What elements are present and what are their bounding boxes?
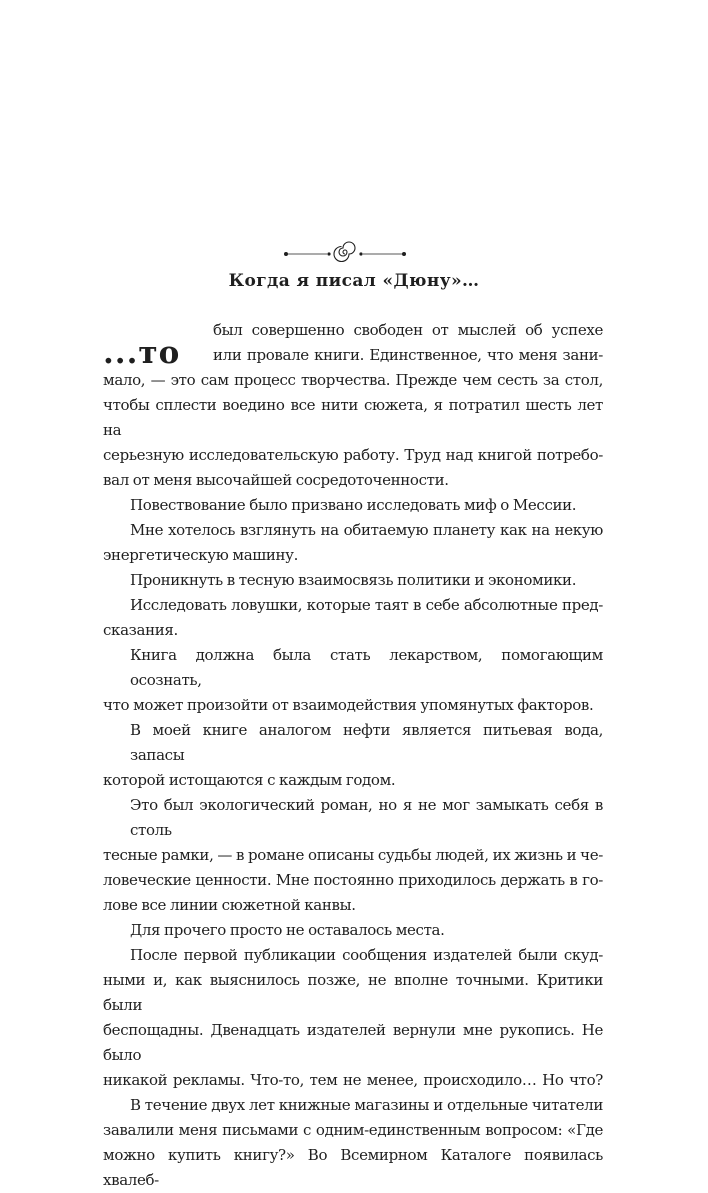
chapter-title: Когда я писал «Дюну»… <box>228 271 480 291</box>
text-line: которой истощаются с каждым годом. <box>103 771 396 789</box>
text-line: Мне хотелось взглянуть на обитаемую планету как на некую <box>130 521 603 539</box>
ornament-divider <box>283 240 407 268</box>
text-line: ловеческие ценности. Мне постоянно приходилось держать в го- <box>103 871 603 889</box>
text-line: никакой рекламы. Что-то, тем не менее, происходило… Но что? <box>103 1071 603 1089</box>
text-line: серьезную исследовательскую работу. Труд над книгой потребо- <box>103 446 603 464</box>
text-line: В течение двух лет книжные магазины и отдельные читатели <box>130 1096 603 1114</box>
text-line: можно купить книгу?» Во Всемирном Каталоге появилась хвалеб- <box>103 1146 603 1189</box>
text-line: Исследовать ловушки, которые таят в себе абсолютные пред- <box>130 596 603 614</box>
text-line: Для прочего просто не оставалось места. <box>130 921 445 939</box>
body-text <box>103 368 603 1193</box>
opening-lines <box>213 318 603 368</box>
text-line: чтобы сплести воедино все нити сюжета, я потратил шесть лет на <box>103 396 603 439</box>
text-line: тесные рамки, — в романе описаны судьбы людей, их жизнь и че- <box>103 846 603 864</box>
text-line: ными и, как выяснилось позже, не вполне точными. Критики были <box>103 971 603 1014</box>
text-line: Повествование было призвано исследовать миф о Мессии. <box>130 496 577 514</box>
text-line: энергетическую машину. <box>103 546 299 564</box>
text-line: Проникнуть в тесную взаимосвязь политики и экономики. <box>130 571 577 589</box>
text-line: сказания. <box>103 621 178 639</box>
text-line: или провале книги. Единственное, что меня зани- <box>213 346 603 364</box>
text-line: вал от меня высочайшей сосредоточенности. <box>103 471 449 489</box>
text-line: Книга должна была стать лекарством, помогающим осознать, <box>130 646 603 689</box>
text-line: завалили меня письмами с одним-единственным вопросом: «Где <box>103 1121 603 1139</box>
text-line: После первой публикации сообщения издателей были скуд- <box>130 946 603 964</box>
text-line: Это был экологический роман, но я не мог замыкать себя в столь <box>130 796 603 839</box>
text-line: В моей книге аналогом нефти является питьевая вода, запасы <box>130 721 603 764</box>
text-line: лове все линии сюжетной канвы. <box>103 896 356 914</box>
text-line: что может произойти от взаимодействия упомянутых факторов. <box>103 696 594 714</box>
text-line: мало, — это сам процесс творчества. Прежде чем сесть за стол, <box>103 371 603 389</box>
text-line: был совершенно свободен от мыслей об успехе <box>213 321 603 339</box>
drop-cap: ...то <box>103 335 181 371</box>
text-line: беспощадны. Двенадцать издателей вернули мне рукопись. Не было <box>103 1021 603 1064</box>
